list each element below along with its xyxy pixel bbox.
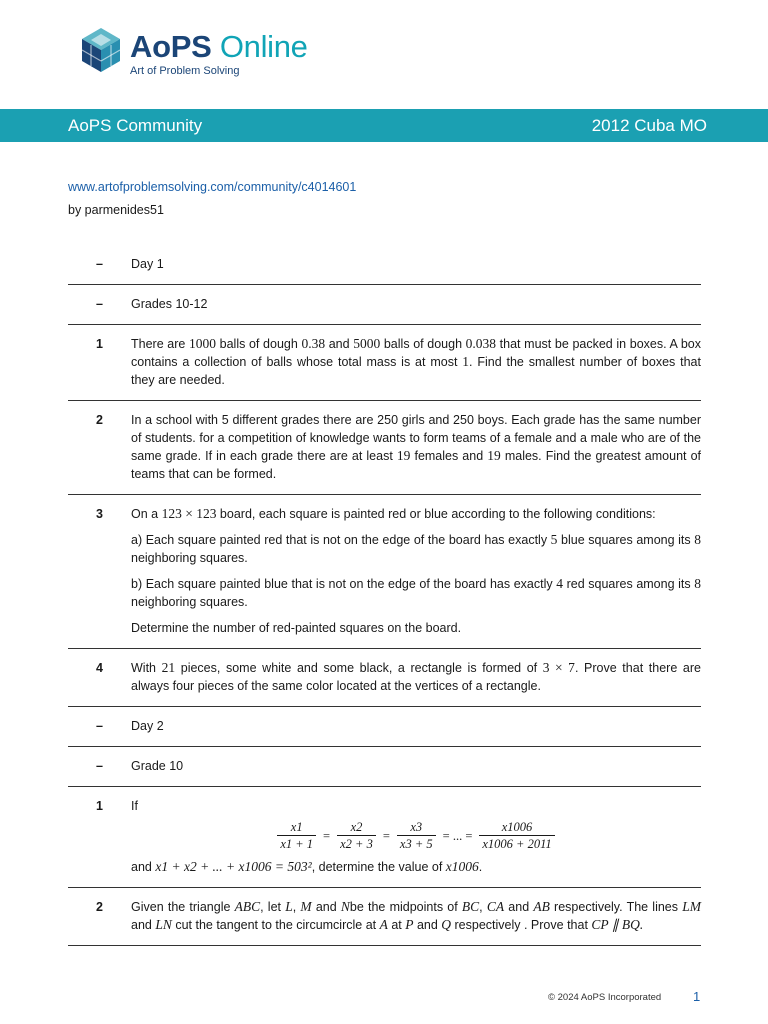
problem-text: On a 123 × 123 board, each square is painted red or blue according to the following conditions: a) Each square painted red that is not on the edge of the board has exactly 5 blue squares among its 8 neighboring squares. b) Each square painted blue that is not on the edge of the board has exactly 4 red squares among its 8 neighboring squares. Determine the number of red-painted squares on the board.: [131, 506, 701, 635]
section-row-day1: [68, 245, 701, 285]
row-marker: –: [96, 759, 103, 773]
row-marker: –: [96, 297, 103, 311]
problem-intro: If: [131, 799, 138, 813]
problem-row-day2-2: [68, 888, 701, 946]
section-row-grades: [68, 285, 701, 325]
problem-text: There are 1000 balls of dough 0.38 and 5000 balls of dough 0.038 that must be packed in boxes. A box contains a collection of balls whose total mass is at most 1. Find the smallest number of boxes that they are needed.: [131, 336, 701, 387]
source-link[interactable]: www.artofproblemsolving.com/community/c4014601: [68, 180, 357, 194]
author-line: by parmenides51: [68, 203, 164, 217]
problem-number: 4: [96, 661, 103, 675]
logo-brand-aops: AoPS: [130, 29, 212, 64]
row-marker: –: [96, 257, 103, 271]
banner-community: AoPS Community: [68, 116, 203, 135]
problem-row-2: [68, 401, 701, 495]
problem-number: 2: [96, 900, 103, 914]
problem-row-4: [68, 649, 701, 707]
problem-row-1: [68, 325, 701, 401]
problem-text: In a school with 5 different grades there are 250 girls and 250 boys. Each grade has the same number of students. for a competition of knowledge wants to form teams of a female and a male who are of the same grade. If in each grade there are at least 19 females and 19 males. Find the greatest amount of teams that can be formed.: [131, 413, 701, 481]
logo-tagline: Art of Problem Solving: [130, 65, 240, 77]
problem-text: If $\frac{x1}{x1 + 1}$ = $\frac{x2}{x2 + 3}$ = $\frac{x3}{x3 + 5}$ = ... = $\frac{x1006}{x1006 + 2011}$ and x1 + x2 + ... + x1006 = 503², determine the value of x1006.: [131, 797, 701, 876]
section-row-grade10: [68, 747, 701, 787]
section-row-day2: [68, 707, 701, 747]
section-title: Day 1: [131, 257, 164, 271]
problem-number: 2: [96, 413, 103, 427]
problem-number: 3: [96, 507, 103, 521]
problem-list: [68, 245, 701, 946]
aops-cube-icon: [80, 26, 122, 74]
problem-text: With 21 pieces, some white and some black, a rectangle is formed of 3 × 7. Prove that there are always four pieces of the same color located at the vertices of a rectangle.: [131, 660, 701, 693]
section-title: Day 2: [131, 719, 164, 733]
aops-logo: [80, 26, 308, 82]
problem-text: Given the triangle ABC, let L, M and Nbe the midpoints of BC, CA and AB respectively. The lines LM and LN cut the tangent to the circumcircle at A at P and Q respectively . Prove that CP ∥ BQ.: [131, 899, 701, 932]
logo-wordmark: [130, 30, 308, 64]
problem-row-day2-1: [68, 787, 701, 888]
logo-brand-online: Online: [219, 29, 308, 64]
header-banner: [0, 109, 768, 142]
row-marker: –: [96, 719, 103, 733]
problem-number: 1: [96, 337, 103, 351]
banner-contest: 2012 Cuba MO: [591, 116, 707, 135]
page-number: 1: [693, 989, 701, 1004]
footer-copyright: © 2024 AoPS Incorporated: [548, 992, 662, 1003]
problem-number: 1: [96, 799, 103, 813]
section-title: Grade 10: [131, 759, 184, 773]
problem-row-3: [68, 495, 701, 649]
section-title: Grades 10-12: [131, 297, 208, 311]
equation-display: $\frac{x1}{x1 + 1}$ = $\frac{x2}{x2 + 3}$ = $\frac{x3}{x3 + 5}$ = ... = $\frac{x1006}{x1006 + 2011}$: [131, 819, 701, 852]
